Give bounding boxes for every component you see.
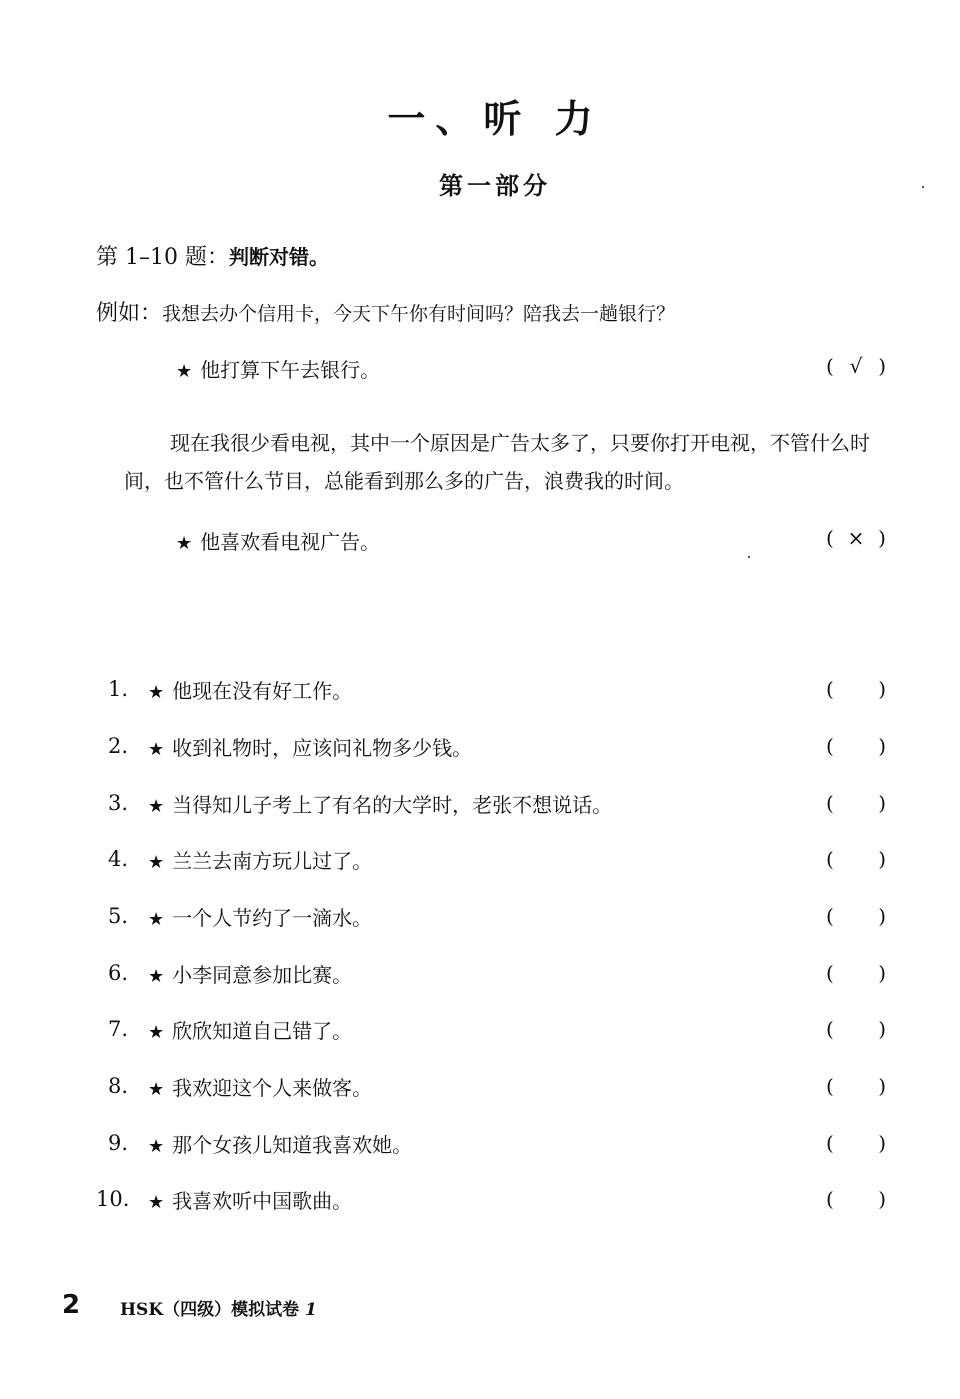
answer-box[interactable] <box>826 847 886 871</box>
answer-box[interactable] <box>826 734 886 758</box>
answer-box[interactable] <box>826 1017 886 1041</box>
close-paren: ) <box>878 791 886 815</box>
question-text: 欣欣知道自己错了。 <box>172 1018 353 1043</box>
question-item <box>96 1184 886 1214</box>
star-icon: ★ <box>148 1078 165 1100</box>
instruction <box>96 240 329 271</box>
example-2-statement <box>176 526 380 555</box>
section-title: 一、听 力 <box>387 97 603 141</box>
question-item <box>96 844 886 874</box>
open-paren: ( <box>826 526 834 550</box>
star-icon: ★ <box>148 1135 165 1157</box>
question-text: 他现在没有好工作。 <box>172 678 353 703</box>
close-paren: ) <box>878 677 886 701</box>
task-description: 判断对错。 <box>228 245 329 269</box>
question-text: 兰兰去南方玩儿过了。 <box>172 848 373 873</box>
close-paren: ) <box>878 1131 886 1155</box>
example-1-statement-text: 他打算下午去银行。 <box>200 358 381 382</box>
question-item <box>96 1128 886 1158</box>
close-paren: ) <box>878 904 886 928</box>
close-paren: ) <box>878 1187 886 1211</box>
question-text: 我喜欢听中国歌曲。 <box>172 1188 353 1213</box>
star-icon: ★ <box>148 738 165 760</box>
example-2-statement-text: 他喜欢看电视广告。 <box>200 530 381 554</box>
question-text: 当得知儿子考上了有名的大学时，老张不想说话。 <box>172 792 613 817</box>
question-number: 10. <box>96 1187 130 1211</box>
question-item <box>96 674 886 704</box>
close-paren: ) <box>878 354 886 378</box>
star-icon: ★ <box>176 533 193 554</box>
star-icon: ★ <box>176 361 193 382</box>
open-paren: ( <box>826 904 834 928</box>
page-number: 2 <box>62 1290 81 1320</box>
star-icon: ★ <box>148 795 165 817</box>
scan-speck <box>922 186 924 188</box>
question-item <box>96 901 886 931</box>
question-number: 4. <box>107 847 128 871</box>
answer-box[interactable] <box>826 1187 886 1211</box>
question-text: 我欢迎这个人来做客。 <box>172 1075 373 1100</box>
question-text: 收到礼物时，应该问礼物多少钱。 <box>172 735 473 760</box>
open-paren: ( <box>826 1187 834 1211</box>
check-mark-icon: √ <box>849 354 863 378</box>
close-paren: ) <box>878 1074 886 1098</box>
star-icon: ★ <box>148 681 165 703</box>
answer-box[interactable] <box>826 961 886 985</box>
example-label: 例如： <box>96 301 163 326</box>
question-number: 3. <box>107 791 128 815</box>
star-icon: ★ <box>148 1021 165 1043</box>
question-number: 1. <box>107 677 128 701</box>
question-item <box>96 731 886 761</box>
question-item <box>96 1014 886 1044</box>
answer-box[interactable] <box>826 904 886 928</box>
question-text: 小李同意参加比赛。 <box>172 962 353 987</box>
example-1-statement <box>176 354 380 383</box>
open-paren: ( <box>826 354 834 378</box>
open-paren: ( <box>826 961 834 985</box>
open-paren: ( <box>826 1017 834 1041</box>
open-paren: ( <box>826 791 834 815</box>
answer-box[interactable] <box>826 1074 886 1098</box>
question-text: 那个女孩儿知道我喜欢她。 <box>172 1132 413 1157</box>
question-range: 第 1–10 题： <box>96 245 229 270</box>
answer-box[interactable] <box>826 1131 886 1155</box>
question-item <box>96 958 886 988</box>
example-1-passage <box>96 296 675 327</box>
question-item <box>96 1071 886 1101</box>
part-title: 第一部分 <box>439 172 551 200</box>
question-item <box>96 788 886 818</box>
scan-speck <box>748 556 750 558</box>
question-text: 一个人节约了一滴水。 <box>172 905 373 930</box>
open-paren: ( <box>826 1074 834 1098</box>
open-paren: ( <box>826 734 834 758</box>
answer-box[interactable] <box>826 677 886 701</box>
close-paren: ) <box>878 526 886 550</box>
star-icon: ★ <box>148 851 165 873</box>
answer-box[interactable] <box>826 791 886 815</box>
question-number: 9. <box>107 1131 128 1155</box>
open-paren: ( <box>826 1131 834 1155</box>
close-paren: ) <box>878 734 886 758</box>
book-title: HSK（四级）模拟试卷 <box>120 1300 300 1320</box>
star-icon: ★ <box>148 908 165 930</box>
close-paren: ) <box>878 1017 886 1041</box>
close-paren: ) <box>878 961 886 985</box>
footer-book-title <box>120 1295 317 1320</box>
star-icon: ★ <box>148 1191 165 1213</box>
example-1-text: 我想去办个信用卡，今天下午你有时间吗？陪我去一趟银行？ <box>162 303 676 325</box>
example-1-answer-box <box>826 354 886 378</box>
open-paren: ( <box>826 677 834 701</box>
example-2-passage: 现在我很少看电视，其中一个原因是广告太多了，只要你打开电视，不管什么时间，也不管什么节目，总能看到那么多的广告，浪费我的时间。 <box>124 431 870 493</box>
open-paren: ( <box>826 847 834 871</box>
example-2-answer-box <box>826 526 886 550</box>
close-paren: ) <box>878 847 886 871</box>
question-number: 8. <box>107 1074 128 1098</box>
cross-mark-icon: × <box>847 526 865 550</box>
question-number: 6. <box>107 961 128 985</box>
question-number: 5. <box>107 904 128 928</box>
test-number: 1 <box>305 1300 317 1320</box>
question-number: 2. <box>107 734 128 758</box>
star-icon: ★ <box>148 965 165 987</box>
question-number: 7. <box>107 1017 128 1041</box>
